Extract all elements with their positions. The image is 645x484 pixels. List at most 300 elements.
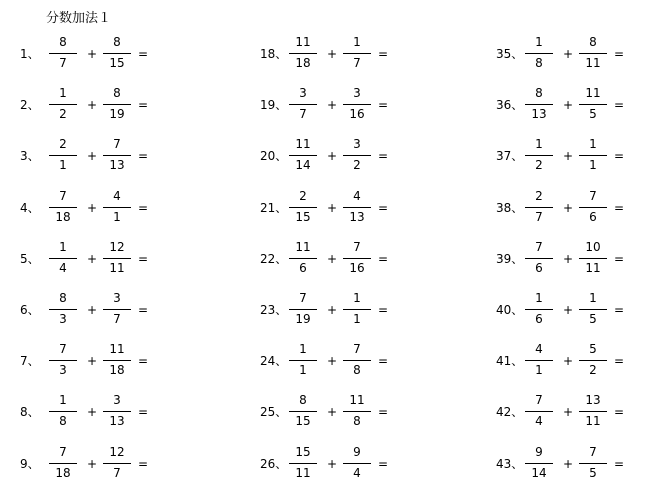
fraction-left	[288, 341, 318, 381]
fraction-bar	[343, 463, 371, 464]
problem-row	[260, 85, 420, 125]
equals-sign: =	[613, 200, 625, 215]
fraction-right	[342, 188, 372, 228]
problem-row	[496, 34, 645, 74]
numerator: 1	[353, 35, 361, 49]
fraction-bar	[525, 360, 553, 361]
fraction-right	[102, 290, 132, 330]
fraction-left	[288, 34, 318, 74]
fraction-right	[102, 136, 132, 176]
problem-number: 18、	[260, 47, 288, 61]
problem-number: 6、	[20, 303, 40, 317]
fraction-right	[578, 341, 608, 381]
problem-number: 43、	[496, 456, 524, 471]
numerator: 2	[299, 188, 307, 203]
numerator: 4	[113, 188, 121, 203]
fraction-right	[578, 239, 608, 279]
problem-number: 22、	[260, 251, 288, 266]
plus-sign: +	[86, 47, 98, 61]
fraction-bar	[579, 360, 607, 361]
fraction-bar	[103, 258, 131, 259]
fraction-bar	[525, 207, 553, 208]
fraction-bar	[343, 155, 371, 156]
fraction-left	[524, 136, 554, 176]
numerator: 13	[585, 393, 601, 408]
fraction-right	[102, 444, 132, 484]
plus-sign: +	[326, 47, 338, 61]
fraction-left	[288, 392, 318, 432]
fraction-right	[102, 392, 132, 432]
problem-number: 42、	[496, 405, 524, 420]
numerator: 1	[59, 393, 67, 408]
problem-number: 38、	[496, 200, 524, 215]
problem-row	[260, 188, 420, 228]
fraction-left	[48, 444, 78, 484]
numerator: 3	[353, 137, 361, 152]
denominator: 15	[109, 56, 125, 70]
fraction-left	[288, 85, 318, 125]
numerator: 1	[589, 291, 597, 305]
equals-sign: =	[137, 251, 149, 266]
fraction-bar	[103, 53, 131, 54]
fraction-bar	[525, 411, 553, 412]
denominator: 8	[353, 363, 361, 378]
numerator: 7	[59, 444, 67, 459]
fraction-right	[342, 392, 372, 432]
denominator: 13	[109, 158, 125, 173]
problem-row	[496, 392, 645, 432]
plus-sign: +	[326, 251, 338, 266]
numerator: 2	[59, 137, 67, 152]
denominator: 5	[589, 107, 597, 122]
fraction-right	[578, 188, 608, 228]
numerator: 1	[353, 291, 361, 305]
fraction-left	[288, 290, 318, 330]
problem-row	[260, 239, 420, 279]
problem-row	[20, 392, 180, 432]
fraction-left	[288, 136, 318, 176]
fraction-left	[48, 392, 78, 432]
equals-sign: =	[613, 303, 625, 317]
numerator: 8	[299, 393, 307, 408]
denominator: 11	[585, 260, 601, 275]
fraction-bar	[289, 104, 317, 105]
plus-sign: +	[86, 456, 98, 471]
fraction-bar	[103, 309, 131, 310]
numerator: 7	[353, 342, 361, 357]
plus-sign: +	[326, 405, 338, 420]
denominator: 7	[353, 56, 361, 70]
denominator: 5	[589, 312, 597, 326]
plus-sign: +	[562, 47, 574, 61]
plus-sign: +	[562, 405, 574, 420]
plus-sign: +	[86, 98, 98, 113]
worksheet-title: 分数加法１	[46, 11, 112, 26]
plus-sign: +	[562, 200, 574, 215]
denominator: 11	[109, 260, 125, 275]
fraction-bar	[289, 411, 317, 412]
equals-sign: =	[137, 200, 149, 215]
equals-sign: =	[613, 456, 625, 471]
numerator: 1	[299, 342, 307, 357]
equals-sign: =	[377, 98, 389, 113]
problem-row	[260, 34, 420, 74]
denominator: 8	[353, 414, 361, 429]
problem-number: 25、	[260, 405, 288, 420]
fraction-bar	[103, 360, 131, 361]
fraction-bar	[579, 53, 607, 54]
fraction-bar	[579, 411, 607, 412]
fraction-bar	[343, 207, 371, 208]
problem-number: 40、	[496, 303, 524, 317]
fraction-bar	[579, 309, 607, 310]
fraction-bar	[103, 104, 131, 105]
fraction-left	[524, 188, 554, 228]
fraction-right	[578, 34, 608, 74]
problem-number: 23、	[260, 303, 288, 317]
fraction-left	[48, 34, 78, 74]
denominator: 15	[295, 414, 311, 429]
plus-sign: +	[86, 149, 98, 164]
equals-sign: =	[377, 47, 389, 61]
numerator: 1	[535, 291, 543, 305]
fraction-left	[288, 188, 318, 228]
denominator: 7	[113, 465, 121, 480]
problem-row	[20, 188, 180, 228]
denominator: 8	[59, 414, 67, 429]
numerator: 8	[113, 35, 121, 49]
equals-sign: =	[613, 405, 625, 420]
fraction-left	[524, 34, 554, 74]
numerator: 1	[589, 137, 597, 152]
denominator: 1	[535, 363, 543, 378]
numerator: 8	[113, 86, 121, 101]
numerator: 8	[535, 86, 543, 101]
problem-number: 7、	[20, 354, 40, 369]
fraction-bar	[49, 258, 77, 259]
fraction-bar	[289, 463, 317, 464]
numerator: 1	[535, 137, 543, 152]
fraction-left	[524, 239, 554, 279]
numerator: 1	[59, 239, 67, 254]
equals-sign: =	[613, 149, 625, 164]
problem-number: 3、	[20, 149, 40, 164]
problem-number: 19、	[260, 98, 288, 113]
denominator: 2	[535, 158, 543, 173]
fraction-left	[48, 239, 78, 279]
denominator: 1	[589, 158, 597, 173]
fraction-right	[342, 34, 372, 74]
problem-number: 8、	[20, 405, 40, 420]
problem-row	[260, 444, 420, 484]
fraction-bar	[49, 411, 77, 412]
fraction-left	[48, 85, 78, 125]
fraction-bar	[525, 155, 553, 156]
fraction-right	[102, 34, 132, 74]
denominator: 6	[535, 312, 543, 326]
fraction-bar	[579, 463, 607, 464]
fraction-bar	[343, 360, 371, 361]
numerator: 7	[535, 239, 543, 254]
numerator: 11	[349, 393, 365, 408]
plus-sign: +	[562, 354, 574, 369]
denominator: 19	[295, 312, 311, 326]
fraction-bar	[103, 463, 131, 464]
fraction-bar	[289, 155, 317, 156]
equals-sign: =	[613, 98, 625, 113]
denominator: 1	[299, 363, 307, 378]
fraction-left	[524, 392, 554, 432]
plus-sign: +	[86, 354, 98, 369]
plus-sign: +	[562, 251, 574, 266]
denominator: 1	[113, 209, 121, 224]
problem-number: 24、	[260, 354, 288, 369]
fraction-bar	[343, 411, 371, 412]
numerator: 8	[589, 35, 597, 49]
plus-sign: +	[326, 303, 338, 317]
denominator: 3	[59, 363, 67, 378]
problem-row	[496, 136, 645, 176]
equals-sign: =	[613, 354, 625, 369]
problem-row	[260, 290, 420, 330]
plus-sign: +	[86, 251, 98, 266]
numerator: 3	[113, 291, 121, 305]
problem-row	[260, 341, 420, 381]
plus-sign: +	[86, 303, 98, 317]
numerator: 7	[59, 342, 67, 357]
numerator: 5	[589, 342, 597, 357]
problem-row	[20, 341, 180, 381]
denominator: 11	[585, 414, 601, 429]
numerator: 1	[535, 35, 543, 49]
denominator: 18	[55, 465, 71, 480]
denominator: 2	[589, 363, 597, 378]
fraction-right	[342, 85, 372, 125]
numerator: 3	[113, 393, 121, 408]
denominator: 14	[295, 158, 311, 173]
numerator: 8	[59, 291, 67, 305]
equals-sign: =	[137, 149, 149, 164]
problem-number: 5、	[20, 251, 40, 266]
fraction-right	[578, 444, 608, 484]
problem-number: 9、	[20, 456, 40, 471]
numerator: 7	[59, 188, 67, 203]
fraction-bar	[49, 155, 77, 156]
denominator: 18	[55, 209, 71, 224]
denominator: 19	[109, 107, 125, 122]
numerator: 3	[353, 86, 361, 101]
numerator: 7	[113, 137, 121, 152]
problem-row	[496, 85, 645, 125]
fraction-right	[102, 188, 132, 228]
fraction-bar	[579, 155, 607, 156]
problem-row	[496, 444, 645, 484]
numerator: 11	[109, 342, 125, 357]
plus-sign: +	[562, 303, 574, 317]
fraction-right	[342, 341, 372, 381]
equals-sign: =	[137, 456, 149, 471]
equals-sign: =	[137, 47, 149, 61]
equals-sign: =	[137, 98, 149, 113]
fraction-bar	[579, 258, 607, 259]
denominator: 6	[535, 260, 543, 275]
fraction-bar	[49, 463, 77, 464]
numerator: 11	[295, 137, 311, 152]
numerator: 12	[109, 444, 125, 459]
fraction-right	[342, 239, 372, 279]
fraction-right	[102, 85, 132, 125]
fraction-bar	[525, 258, 553, 259]
problem-number: 39、	[496, 251, 524, 266]
fraction-bar	[525, 53, 553, 54]
plus-sign: +	[86, 405, 98, 420]
fraction-bar	[49, 104, 77, 105]
denominator: 18	[109, 363, 125, 378]
denominator: 7	[535, 209, 543, 224]
fraction-bar	[579, 207, 607, 208]
numerator: 2	[535, 188, 543, 203]
fraction-left	[524, 341, 554, 381]
fraction-bar	[525, 104, 553, 105]
problem-number: 21、	[260, 200, 288, 215]
numerator: 11	[295, 35, 311, 49]
denominator: 4	[535, 414, 543, 429]
fraction-right	[578, 85, 608, 125]
denominator: 13	[109, 414, 125, 429]
problem-row	[496, 341, 645, 381]
fraction-left	[288, 444, 318, 484]
numerator: 1	[59, 86, 67, 101]
denominator: 18	[295, 56, 311, 70]
numerator: 7	[535, 393, 543, 408]
fraction-bar	[103, 155, 131, 156]
fraction-right	[342, 136, 372, 176]
numerator: 11	[585, 86, 601, 101]
numerator: 7	[589, 188, 597, 203]
plus-sign: +	[562, 98, 574, 113]
fraction-bar	[289, 360, 317, 361]
equals-sign: =	[613, 47, 625, 61]
equals-sign: =	[377, 303, 389, 317]
equals-sign: =	[377, 251, 389, 266]
problem-number: 4、	[20, 200, 40, 215]
denominator: 7	[113, 312, 121, 326]
fraction-bar	[103, 207, 131, 208]
fraction-left	[288, 239, 318, 279]
numerator: 9	[353, 444, 361, 459]
fraction-right	[578, 136, 608, 176]
numerator: 4	[535, 342, 543, 357]
fraction-left	[48, 136, 78, 176]
plus-sign: +	[326, 200, 338, 215]
fraction-bar	[343, 309, 371, 310]
fraction-bar	[49, 53, 77, 54]
problem-number: 2、	[20, 98, 40, 113]
numerator: 7	[589, 444, 597, 459]
denominator: 4	[59, 260, 67, 275]
equals-sign: =	[377, 354, 389, 369]
fraction-right	[342, 444, 372, 484]
fraction-bar	[289, 258, 317, 259]
equals-sign: =	[377, 200, 389, 215]
problem-number: 37、	[496, 149, 524, 164]
denominator: 11	[295, 465, 311, 480]
numerator: 9	[535, 444, 543, 459]
denominator: 13	[349, 209, 365, 224]
equals-sign: =	[137, 354, 149, 369]
numerator: 7	[353, 239, 361, 254]
fraction-bar	[49, 309, 77, 310]
fraction-bar	[289, 207, 317, 208]
equals-sign: =	[613, 251, 625, 266]
fraction-left	[48, 290, 78, 330]
denominator: 6	[299, 260, 307, 275]
problem-row	[20, 85, 180, 125]
denominator: 7	[59, 56, 67, 70]
plus-sign: +	[562, 456, 574, 471]
fraction-bar	[525, 463, 553, 464]
fraction-right	[102, 239, 132, 279]
fraction-right	[578, 392, 608, 432]
problem-row	[20, 444, 180, 484]
denominator: 5	[589, 465, 597, 480]
plus-sign: +	[562, 149, 574, 164]
problem-number: 35、	[496, 47, 524, 61]
problem-number: 20、	[260, 149, 288, 164]
denominator: 2	[353, 158, 361, 173]
problem-row	[20, 34, 180, 74]
denominator: 11	[585, 56, 601, 70]
numerator: 4	[353, 188, 361, 203]
problem-number: 26、	[260, 456, 288, 471]
fraction-bar	[49, 360, 77, 361]
denominator: 8	[535, 56, 543, 70]
fraction-left	[524, 290, 554, 330]
plus-sign: +	[326, 149, 338, 164]
problem-number: 41、	[496, 354, 524, 369]
equals-sign: =	[377, 456, 389, 471]
fraction-bar	[525, 309, 553, 310]
denominator: 1	[353, 312, 361, 326]
numerator: 3	[299, 86, 307, 101]
fraction-bar	[103, 411, 131, 412]
denominator: 6	[589, 209, 597, 224]
problem-row	[496, 290, 645, 330]
fraction-left	[524, 85, 554, 125]
numerator: 8	[59, 35, 67, 49]
denominator: 3	[59, 312, 67, 326]
plus-sign: +	[326, 98, 338, 113]
problem-row	[496, 239, 645, 279]
problem-row	[260, 392, 420, 432]
denominator: 4	[353, 465, 361, 480]
fraction-left	[48, 188, 78, 228]
fraction-bar	[343, 104, 371, 105]
fraction-bar	[49, 207, 77, 208]
denominator: 16	[349, 107, 365, 122]
equals-sign: =	[137, 405, 149, 420]
equals-sign: =	[137, 303, 149, 317]
denominator: 16	[349, 260, 365, 275]
equals-sign: =	[377, 149, 389, 164]
problem-row	[20, 136, 180, 176]
plus-sign: +	[326, 354, 338, 369]
plus-sign: +	[86, 200, 98, 215]
denominator: 15	[295, 209, 311, 224]
problem-row	[20, 290, 180, 330]
numerator: 12	[109, 239, 125, 254]
numerator: 7	[299, 291, 307, 305]
